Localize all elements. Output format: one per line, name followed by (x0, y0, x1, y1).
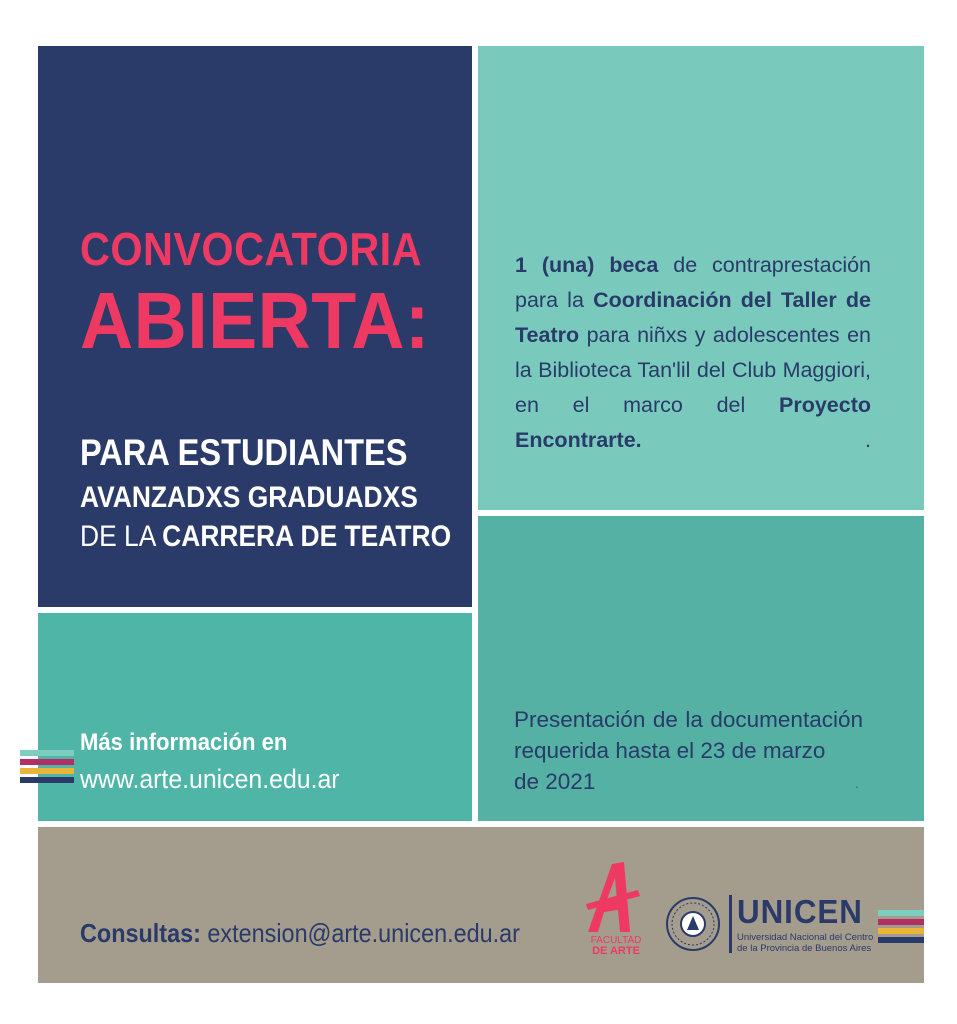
facultad-de-arte-logo (584, 860, 648, 956)
deadline-last-line: de 2021 (514, 769, 596, 794)
desc-text-1: de contraprestación para la (515, 253, 872, 312)
stripes-decoration-right (878, 910, 924, 946)
logo-divider (729, 895, 732, 953)
headline-line-2: ABIERTA: (80, 276, 430, 365)
desc-text-2: para niñxs y adolescentes en la Biblioteca Tan'lil del Club Maggiori, en el marco del (515, 323, 871, 417)
more-info-link[interactable]: www.arte.unicen.edu.ar (80, 764, 340, 794)
audience-line-3-regular: DE LA (80, 520, 163, 553)
desc-bold-1: 1 (una) beca (515, 253, 659, 277)
more-info-label: Más información en (80, 729, 288, 756)
desc-text-3: . (641, 428, 871, 452)
unicen-subtitle-2: de la Provincia de Buenos Aires (737, 943, 872, 954)
unicen-subtitle-1: Universidad Nacional del Centro (737, 932, 874, 943)
facultad-line-2: DE ARTE (592, 945, 640, 956)
audience-line-2: AVANZADXS GRADUADXS (80, 481, 418, 514)
headline-line-1: CONVOCATORIA (80, 223, 422, 275)
deadline-main: Presentación de la documentación requerida hasta el 23 de marzo (514, 707, 863, 763)
stripes-decoration-left (20, 750, 74, 786)
audience-line-3-bold: CARRERA DE TEATRO (162, 520, 452, 553)
scholarship-description (515, 248, 871, 458)
deadline-text (514, 704, 863, 797)
contact-email[interactable]: extension@arte.unicen.edu.ar (207, 918, 520, 948)
contact-line (80, 918, 520, 949)
desc-bold-3: Proyecto Encontrarte. (515, 393, 871, 452)
facultad-line-1: FACULTAD (590, 935, 642, 946)
desc-bold-2: Coordinación del Taller de Teatro (515, 288, 871, 347)
audience-line-1: PARA ESTUDIANTES (80, 432, 408, 473)
contact-label: Consultas: (80, 918, 201, 948)
audience-line-3 (80, 520, 451, 554)
unicen-logo-text: UNICEN (737, 893, 863, 930)
university-seal-icon (665, 896, 721, 952)
tiny-mark: " (856, 787, 859, 793)
